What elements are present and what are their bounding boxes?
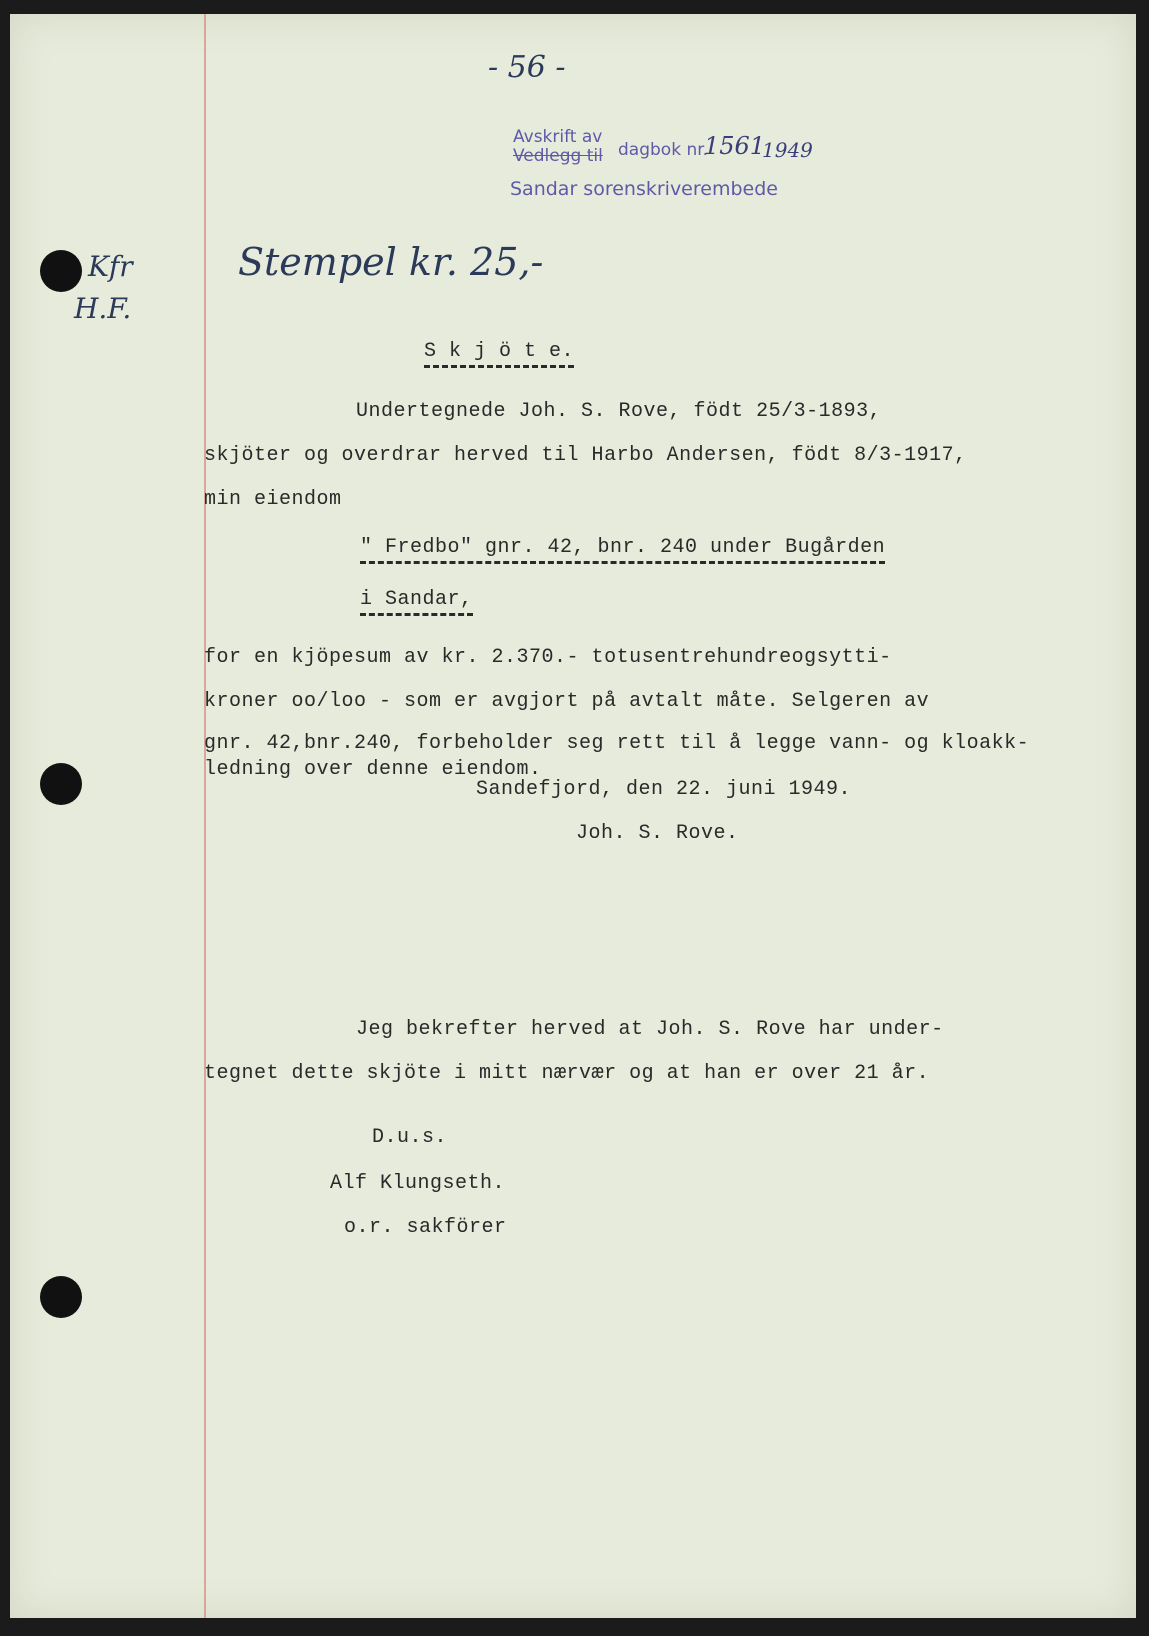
margin-line — [204, 14, 206, 1618]
body-line-1: Undertegnede Joh. S. Rove, födt 25/3-1893, — [356, 400, 882, 423]
place-date: Sandefjord, den 22. juni 1949. — [476, 778, 852, 801]
dagbok-number: 1561 — [704, 132, 766, 160]
stamp-dagbok-label: dagbok nr. — [618, 140, 709, 160]
stamp-vedlegg: Vedlegg til — [513, 146, 603, 166]
terms-line-2: kroner oo/loo - som er avgjort på avtalt måte. Selgeren av — [204, 690, 930, 713]
margin-note-2: H.F. — [74, 292, 132, 325]
body-line-3: min eiendom — [204, 488, 342, 511]
witness-line-1: Jeg bekrefter herved at Joh. S. Rove har under- — [356, 1018, 944, 1041]
attester-title: o.r. sakförer — [344, 1216, 507, 1239]
margin-note-1: Kfr — [88, 250, 133, 283]
dus-line: D.u.s. — [372, 1126, 448, 1149]
terms-line-1: for en kjöpesum av kr. 2.370.- totusentrehundreogsytti- — [204, 646, 892, 669]
page-number: - 56 - — [488, 50, 566, 85]
stamp-avskrift: Avskrift av — [513, 127, 603, 147]
handwritten-stempel: Stempel kr. 25,- — [238, 240, 544, 284]
punch-hole — [40, 763, 82, 805]
seller-signature: Joh. S. Rove. — [576, 822, 739, 845]
attester-name: Alf Klungseth. — [330, 1172, 506, 1195]
location-line: i Sandar, — [360, 588, 473, 616]
stamp-office: Sandar sorenskriverembede — [510, 178, 778, 200]
terms-line-3: gnr. 42,bnr.240, forbeholder seg rett til å legge vann- og kloakk- — [204, 732, 1030, 755]
dagbok-year: 1949 — [762, 138, 813, 162]
property-line: " Fredbo" gnr. 42, bnr. 240 under Bugården — [360, 536, 885, 564]
witness-line-2: tegnet dette skjöte i mitt nærvær og at han er over 21 år. — [204, 1062, 930, 1085]
punch-hole — [40, 250, 82, 292]
punch-hole — [40, 1276, 82, 1318]
document-page — [10, 14, 1136, 1618]
body-line-2: skjöter og overdrar herved til Harbo Andersen, födt 8/3-1917, — [204, 444, 967, 467]
document-title: S k j ö t e. — [424, 340, 574, 368]
terms-line-4: ledning over denne eiendom. — [204, 758, 542, 781]
